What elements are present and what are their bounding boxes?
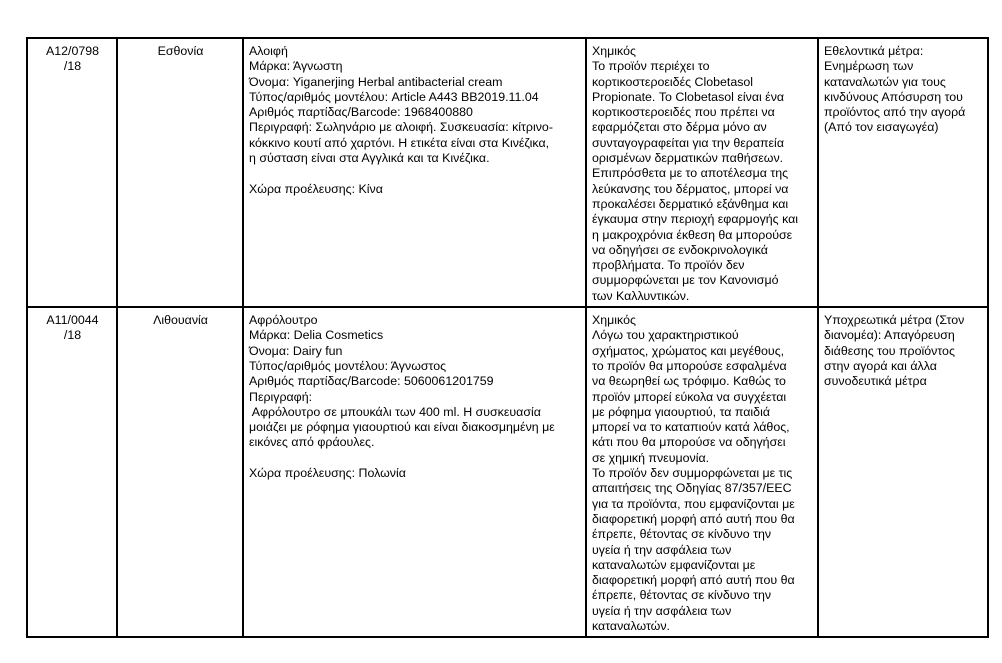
risk-line: να θεωρηθεί ως τρόφιμο. Καθώς το [592, 374, 786, 389]
measures-line: Ενημέρωση των [824, 59, 914, 74]
reference-cell [27, 307, 117, 637]
product-description-line: κόκκινο κουτί από χαρτόνι. Η ετικέτα είναι στα Κινέζικα, [249, 135, 550, 150]
measures-line: (Από τον εισαγωγέα) [824, 120, 939, 135]
risk-line: για τα προϊόντα, που εμφανίζονται με [592, 496, 795, 511]
country-cell [117, 38, 243, 307]
risk-line: Χημικός [592, 313, 636, 328]
measures-line: διάθεσης του προϊόντος [824, 343, 955, 358]
risk-line: Το προϊόν περιέχει το [592, 59, 710, 74]
risk-line: να οδηγήσει σε ενδοκρινολογικά [592, 242, 768, 257]
product-origin: Χώρα προέλευσης: Κίνα [249, 181, 383, 196]
product-description-line: Περιγραφή: [249, 389, 313, 404]
risk-line: απαιτήσεις της Οδηγίας 87/357/EEC [592, 481, 792, 496]
risk-line: διαφορετική μορφή από αυτή που θα [592, 511, 795, 526]
measures-cell [818, 38, 988, 307]
product-brand: Μάρκα: Delia Cosmetics [249, 328, 384, 343]
risk-line: έγκαυμα στην περιοχή εφαρμογής και [592, 212, 799, 227]
risk-line: συνταγογραφείται για την θεραπεία [592, 135, 784, 150]
table-row [27, 307, 988, 637]
risk-line: το προϊόν θα μπορούσε εσφαλμένα [592, 358, 787, 373]
risk-line: σε χημική πνευμονία. [592, 450, 710, 465]
measures-line: στην αγορά και άλλα [824, 358, 937, 373]
risk-line: κορτικοστεροειδές που πρέπει να [592, 105, 775, 120]
product-category: Αλοιφή [249, 44, 288, 58]
reference-year: /18 [63, 328, 82, 343]
measures-cell [818, 307, 988, 637]
risk-line: διαφορετική μορφή από αυτή που θα [592, 573, 795, 588]
risk-line: των Καλλυντικών. [592, 288, 690, 303]
risk-line: Το προϊόν δεν συμμορφώνεται με τις [592, 466, 793, 481]
risk-line: υγεία ή την ασφάλεια των [592, 542, 732, 557]
risk-line: προϊόν μπορεί εύκολα να συγχέεται [592, 389, 787, 404]
product-name: Όνομα: Dairy fun [249, 343, 343, 358]
risk-line: καταναλωτών. [592, 618, 670, 633]
reference-number: A11/0044 [46, 313, 99, 328]
country-cell [117, 307, 243, 637]
product-model: Τύπος/αριθμός μοντέλου: Article A443 BB2019.11.04 [249, 89, 539, 104]
risk-line: εφαρμόζεται στο δέρμα μόνο αν [592, 120, 767, 135]
risk-cell [586, 307, 818, 637]
measures-line: καταναλωτών για τους [824, 74, 946, 89]
product-description-line: εικόνες από φράουλες. [249, 435, 375, 450]
product-batch: Αριθμός παρτίδας/Barcode: 5060061201759 [249, 374, 494, 389]
risk-line: έπρεπε, θέτοντας σε κίνδυνο την [592, 588, 772, 603]
risk-line: καταναλωτών εμφανίζονται με [592, 557, 756, 572]
reference-year: /18 [63, 59, 82, 74]
risk-line: κορτικοστεροειδές Clobetasol [592, 74, 754, 89]
measures-line: Υποχρεωτικά μέτρα (Στον [824, 313, 965, 328]
risk-line: μπορεί να το καταπιούν κατά λάθος, [592, 420, 790, 435]
product-cell [243, 307, 586, 637]
product-cell [243, 38, 586, 307]
product-description-line: η σύσταση είναι στα Αγγλικά και τα Κινέζικα. [249, 151, 490, 166]
product-description-line: μοιάζει με ρόφημα γιαουρτιού και είναι διακοσμημένη με [249, 420, 555, 435]
alerts-table [26, 37, 989, 638]
reference-number: A12/0798 [45, 44, 100, 58]
risk-line: σχήματος, χρώματος και μεγέθους, [592, 343, 785, 358]
risk-line: προβλήματα. Το προϊόν δεν [592, 258, 745, 273]
product-description-line: Αφρόλουτρο σε μπουκάλι των 400 ml. Η συσκευασία [249, 404, 541, 419]
risk-line: Χημικός [592, 44, 636, 58]
table-row [27, 38, 988, 307]
product-name: Όνομα: Yiganerjing Herbal antibacterial cream [249, 74, 503, 89]
product-category: Αφρόλουτρο [249, 313, 318, 328]
product-brand: Μάρκα: Άγνωστη [249, 59, 343, 74]
risk-line: με ρόφημα γιαουρτιού, τα παιδιά [592, 404, 770, 419]
risk-line: λεύκανσης του δέρματος, μπορεί να [592, 181, 789, 196]
country-name: Λιθουανία [153, 313, 208, 328]
measures-line: Εθελοντικά μέτρα: [824, 44, 924, 58]
measures-line: συνοδευτικά μέτρα [824, 374, 927, 389]
measures-line: προϊόντος από την αγορά [824, 105, 966, 120]
measures-line: κινδύνους Απόσυρση του [824, 89, 963, 104]
country-name: Εσθονία [157, 44, 204, 58]
product-origin: Χώρα προέλευσης: Πολωνία [249, 466, 406, 481]
risk-line: προκαλέσει δερματικό εξάνθημα και [592, 196, 789, 211]
risk-line: συμμορφώνεται με τον Κανονισμό [592, 273, 779, 288]
risk-line: έπρεπε, θέτοντας σε κίνδυνο την [592, 527, 772, 542]
product-batch: Αριθμός παρτίδας/Barcode: 1968400880 [249, 105, 473, 120]
risk-line: Επιπρόσθετα με το αποτέλεσμα της [592, 166, 789, 181]
product-model: Τύπος/αριθμός μοντέλου: Άγνωστος [249, 358, 447, 373]
risk-line: Λόγω του χαρακτηριστικού [592, 328, 739, 343]
risk-line: υγεία ή την ασφάλεια των [592, 603, 732, 618]
risk-line: η μακροχρόνια έκθεση θα μπορούσε [592, 227, 793, 242]
measures-line: διανομέα): Απαγόρευση [824, 328, 955, 343]
product-description-line: Περιγραφή: Σωληνάριο με αλοιφή. Συσκευασία: κίτρινο- [249, 120, 553, 135]
risk-cell [586, 38, 818, 307]
risk-line: ορισμένων δερματικών παθήσεων. [592, 151, 784, 166]
risk-line: Propionate. Το Clobetasol είναι ένα [592, 89, 785, 104]
reference-cell [27, 38, 117, 307]
risk-line: κάτι που θα μπορούσε να οδηγήσει [592, 435, 786, 450]
